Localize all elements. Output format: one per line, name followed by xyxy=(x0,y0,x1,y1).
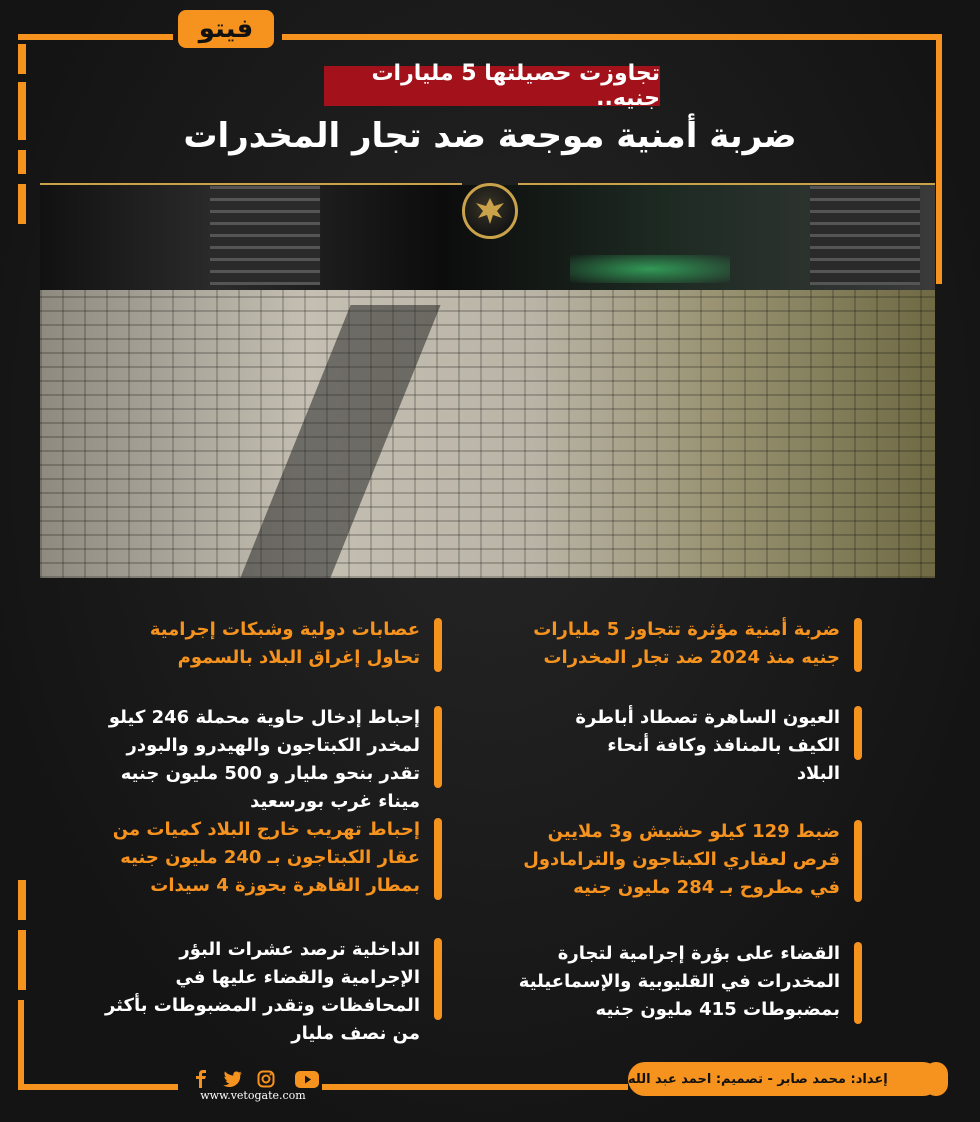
photo-drug-packages xyxy=(40,290,935,578)
kicker-label xyxy=(324,61,660,111)
list-item xyxy=(510,616,840,672)
photo-stairs xyxy=(810,185,920,285)
list-item xyxy=(510,940,840,1024)
list-item xyxy=(100,936,420,1048)
frame-dash xyxy=(18,930,26,990)
facebook-icon[interactable] xyxy=(190,1068,212,1090)
item-bullet-bar xyxy=(434,706,442,788)
title-divider-right xyxy=(518,183,935,185)
item-bullet-bar xyxy=(854,618,862,672)
item-bullet-bar xyxy=(854,706,862,760)
list-item xyxy=(100,704,420,816)
frame-dash xyxy=(18,184,26,224)
item-bullet-bar xyxy=(854,942,862,1024)
frame-left-bottom xyxy=(18,1000,24,1090)
photo-green-light xyxy=(570,255,730,283)
item-bullet-bar xyxy=(434,818,442,900)
item-bullet-bar xyxy=(854,820,862,902)
item-text: إحباط تهريب خارج البلاد كميات من عقار الكبتاجون بـ 240 مليون جنيه بمطار القاهرة بحوزة 4 سيدات xyxy=(112,819,420,896)
item-text: الداخلية ترصد عشرات البؤر الإجرامية والقضاء عليها في المحافظات وتقدر المضبوطات بأكثر من نصف مليار xyxy=(104,939,420,1044)
list-item xyxy=(505,818,840,902)
title-divider-left xyxy=(40,183,462,185)
photo-stairs xyxy=(210,185,320,285)
item-text: إحباط إدخال حاوية محملة 246 كيلو لمخدر الكبتاجون والهيدرو والبودر تقدر بنحو مليار و 500 مليون جنيه ميناء غرب بورسعيد xyxy=(108,707,420,812)
police-eagle-emblem-icon xyxy=(462,183,518,239)
frame-dash xyxy=(18,44,26,74)
vito-logo xyxy=(178,10,274,48)
credits-bar xyxy=(628,1062,940,1096)
youtube-icon[interactable] xyxy=(294,1068,320,1090)
item-bullet-bar xyxy=(434,938,442,1020)
item-text: القضاء على بؤرة إجرامية لتجارة المخدرات في القليوبية والإسماعيلية بمضبوطات 415 مليون جنيه xyxy=(518,943,840,1020)
item-text: العيون الساهرة تصطاد أباطرة الكيف بالمنافذ وكافة أنحاء البلاد xyxy=(575,707,840,784)
website-url[interactable]: www.vetogate.com xyxy=(200,1089,306,1102)
frame-dash xyxy=(18,880,26,920)
frame-top-right xyxy=(282,34,942,40)
logo-text: فيتو xyxy=(198,14,254,44)
instagram-icon[interactable] xyxy=(255,1068,277,1090)
list-item xyxy=(100,616,420,672)
kicker-text: تجاوزت حصيلتها 5 مليارات جنيه.. xyxy=(371,61,660,111)
item-text: عصابات دولية وشبكات إجرامية تحاول إغراق البلاد بالسموم xyxy=(149,619,420,668)
credits-text: إعداد: محمد صابر - تصميم: احمد عبد الله xyxy=(628,1071,888,1087)
list-item xyxy=(560,704,840,788)
twitter-icon[interactable] xyxy=(221,1068,243,1090)
item-bullet-bar xyxy=(434,618,442,672)
item-text: ضبط 129 كيلو حشيش و3 ملايين قرص لعقاري الكبتاجون والترامادول في مطروح بـ 284 مليون جنيه xyxy=(523,821,840,898)
frame-top-left xyxy=(18,34,173,40)
frame-bottom-mid xyxy=(322,1084,628,1090)
frame-bottom-left xyxy=(18,1084,178,1090)
list-item xyxy=(100,816,420,900)
frame-right xyxy=(936,34,942,284)
item-text: ضربة أمنية مؤثرة تتجاوز 5 مليارات جنيه منذ 2024 ضد تجار المخدرات xyxy=(533,619,840,668)
seized-drugs-photo xyxy=(40,185,935,578)
page-title: ضربة أمنية موجعة ضد تجار المخدرات xyxy=(183,116,797,156)
credits-cap xyxy=(924,1062,948,1096)
